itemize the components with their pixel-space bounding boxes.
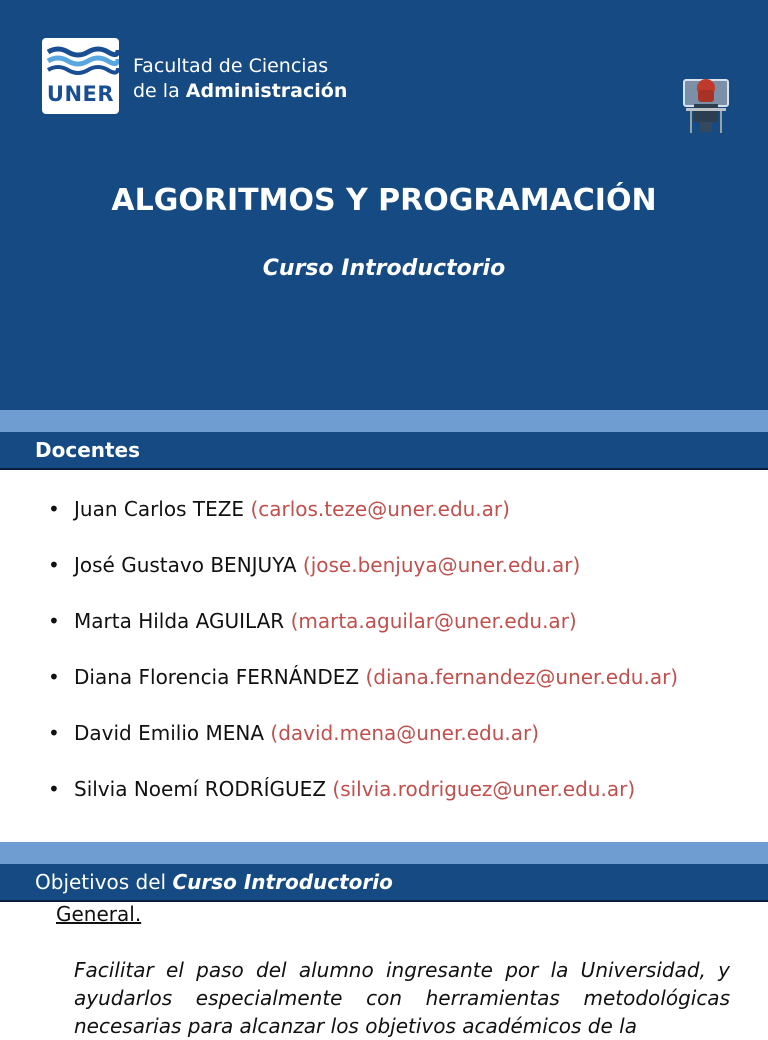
- list-item: [48, 553, 580, 581]
- objetivos-heading: [35, 864, 393, 900]
- docente-email: (carlos.teze@uner.edu.ar): [250, 497, 510, 521]
- docentes-heading: Docentes: [35, 438, 141, 462]
- docentes-divider: [0, 468, 768, 470]
- faculty-name: [133, 54, 347, 104]
- docentes-strip: [0, 410, 768, 432]
- objetivo-general-text: Facilitar el paso del alumno ingresante por la Universidad, y ayudarlos especialmente con herramientas metodológicas necesarias para alcanzar los objetivos académicos de la: [74, 958, 730, 1038]
- docente-email: (marta.aguilar@uner.edu.ar): [290, 609, 577, 633]
- title-header: [0, 0, 768, 410]
- logo-text: UNER: [46, 82, 115, 106]
- objetivos-heading-prefix: Objetivos del: [35, 870, 173, 894]
- docente-email: (diana.fernandez@uner.edu.ar): [365, 665, 679, 689]
- robot-computer-icon: [680, 74, 732, 136]
- bullet-icon: •: [48, 497, 60, 521]
- list-item: [48, 665, 678, 693]
- faculty-line-2-bold: Administración: [185, 80, 348, 102]
- page-subtitle: Curso Introductorio: [262, 256, 506, 281]
- list-item: [48, 721, 539, 749]
- docente-name: Silvia Noemí RODRÍGUEZ: [74, 777, 333, 801]
- docente-email: (david.mena@uner.edu.ar): [270, 721, 540, 745]
- bullet-icon: •: [48, 777, 60, 801]
- bullet-icon: •: [48, 665, 60, 689]
- list-item: [48, 609, 577, 637]
- waves-icon: [42, 38, 119, 78]
- docente-email: (jose.benjuya@uner.edu.ar): [302, 553, 581, 577]
- general-label: General.: [56, 902, 142, 926]
- list-item: [48, 777, 635, 805]
- docente-name: David Emilio MENA: [74, 721, 271, 745]
- uner-logo: [42, 38, 119, 114]
- docente-name: Marta Hilda AGUILAR: [74, 609, 291, 633]
- bullet-icon: •: [48, 721, 60, 745]
- list-item: [48, 497, 510, 525]
- page-title: ALGORITMOS Y PROGRAMACIÓN: [111, 183, 657, 218]
- objetivos-heading-bar: [0, 864, 768, 900]
- objetivos-heading-emphasis: Curso Introductorio: [172, 870, 393, 894]
- docente-name: Juan Carlos TEZE: [74, 497, 251, 521]
- faculty-line-2: [133, 79, 347, 104]
- docente-email: (silvia.rodriguez@uner.edu.ar): [332, 777, 636, 801]
- bullet-icon: •: [48, 553, 60, 577]
- bullet-icon: •: [48, 609, 60, 633]
- docente-name: José Gustavo BENJUYA: [74, 553, 303, 577]
- objetivos-strip: [0, 842, 768, 864]
- docentes-heading-bar: [0, 432, 768, 468]
- docente-name: Diana Florencia FERNÁNDEZ: [74, 665, 366, 689]
- faculty-line-2-prefix: de la: [133, 80, 186, 102]
- faculty-line-1: Facultad de Ciencias: [133, 55, 329, 77]
